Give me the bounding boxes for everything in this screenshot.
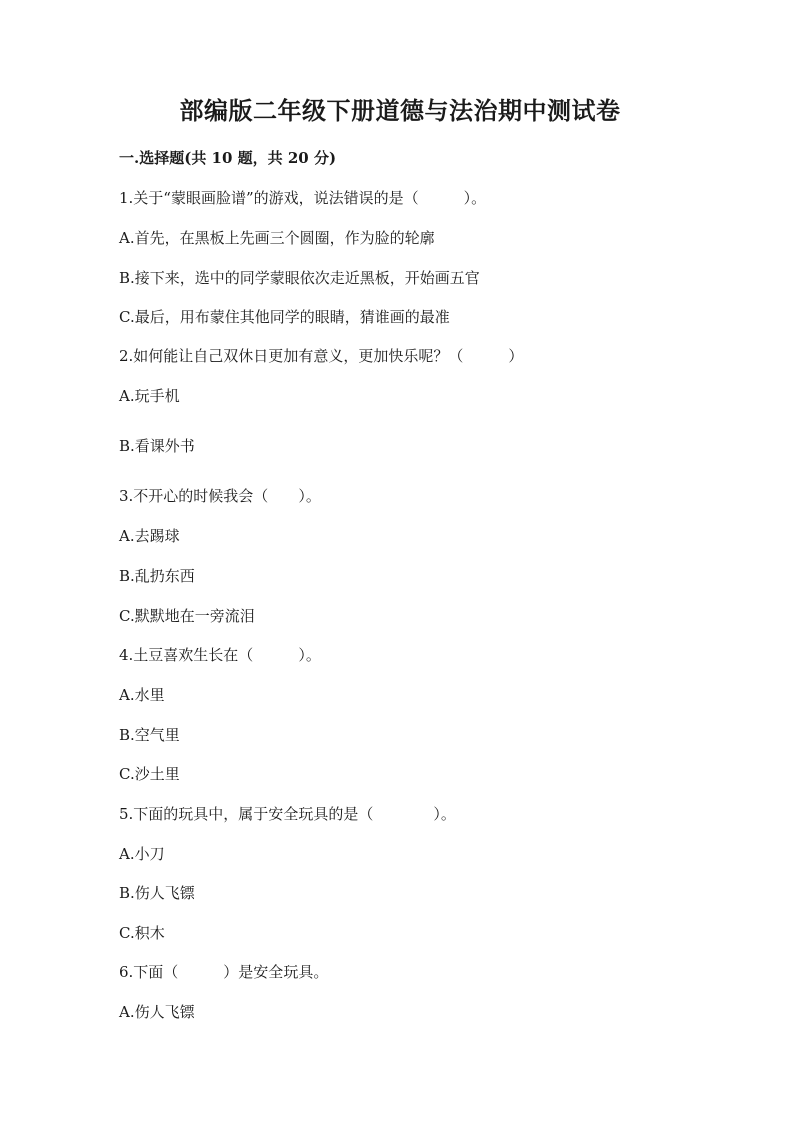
option-5a: A.小刀: [119, 845, 165, 863]
option-4c: C.沙土里: [119, 765, 180, 783]
question-5: 5.下面的玩具中，属于安全玩具的是（ ）。: [119, 805, 456, 823]
option-3a: A.去踢球: [119, 527, 180, 545]
option-2b: B.看课外书: [119, 437, 195, 455]
question-4: 4.土豆喜欢生长在（ ）。: [119, 646, 321, 664]
option-2a: A.玩手机: [119, 387, 180, 405]
question-1: 1.关于“蒙眼画脸谱”的游戏，说法错误的是（ ）。: [119, 189, 487, 207]
page-title: 部编版二年级下册道德与法治期中测试卷: [179, 96, 621, 125]
option-1c: C.最后，用布蒙住其他同学的眼睛，猜谁画的最准: [119, 308, 450, 326]
question-2: 2.如何能让自己双休日更加有意义，更加快乐呢？（ ）: [119, 347, 524, 365]
option-4a: A.水里: [119, 686, 165, 704]
option-3c: C.默默地在一旁流泪: [119, 607, 255, 625]
question-6: 6.下面（ ）是安全玩具。: [119, 963, 329, 981]
section-heading: 一.选择题(共 10 题，共 20 分): [119, 149, 337, 167]
option-1a: A.首先，在黑板上先画三个圆圈，作为脸的轮廓: [119, 229, 435, 247]
option-6a: A.伤人飞镖: [119, 1003, 195, 1021]
option-5b: B.伤人飞镖: [119, 884, 195, 902]
option-4b: B.空气里: [119, 726, 180, 744]
option-1b: B.接下来，选中的同学蒙眼依次走近黑板，开始画五官: [119, 269, 480, 287]
question-3: 3.不开心的时候我会（ ）。: [119, 487, 321, 505]
option-3b: B.乱扔东西: [119, 567, 195, 585]
option-5c: C.积木: [119, 924, 165, 942]
